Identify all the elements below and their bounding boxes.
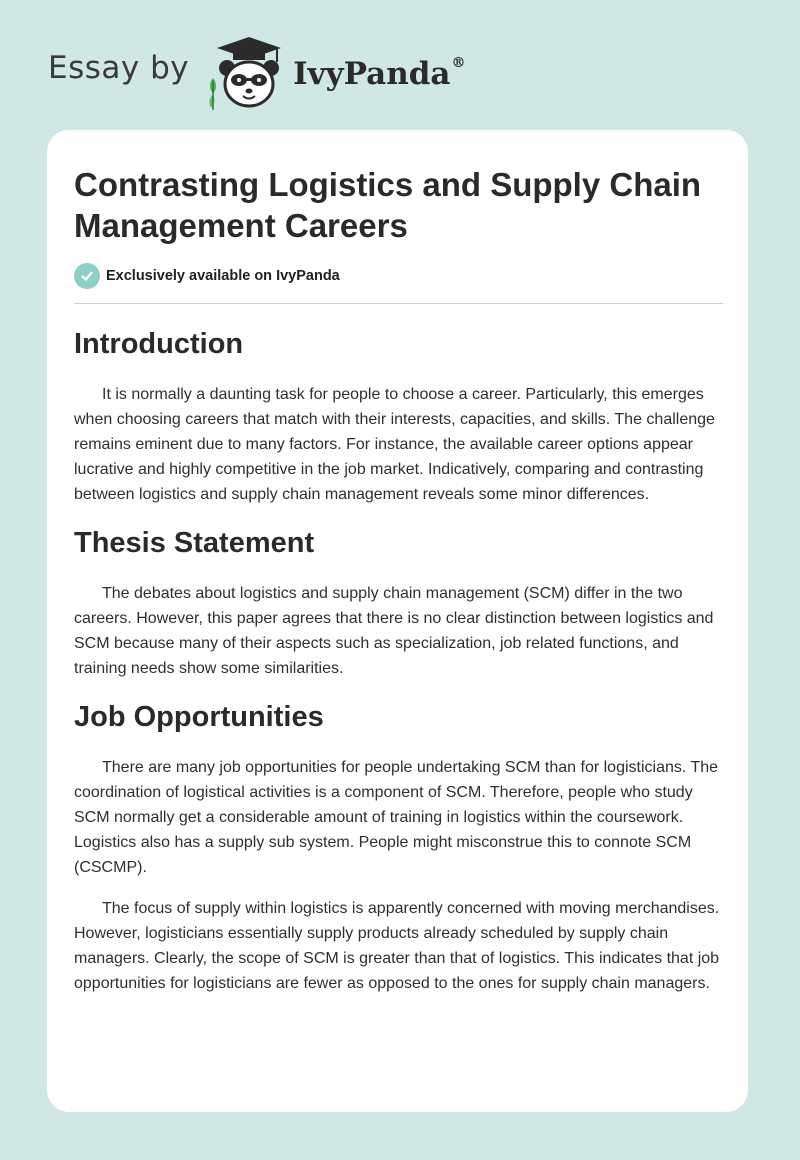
logo-brand-text: IvyPanda — [293, 56, 451, 92]
exclusive-badge — [74, 263, 340, 289]
logo-brand — [293, 56, 465, 92]
paragraph: There are many job opportunities for people undertaking SCM than for logisticians. The coordination of logistical activities is a component of SCM. Therefore, people who study SCM normally get a considerable amount of training in logistics within the coursework. Logistics also has a supply sub system. People might misconstrue this to connote SCM (CSCMP). — [74, 759, 719, 876]
check-icon — [74, 263, 100, 289]
section-heading: Job Opportunities — [74, 701, 324, 733]
section-job-opportunities — [74, 697, 724, 996]
section-heading: Introduction — [74, 328, 244, 360]
essay-content — [74, 324, 724, 996]
registered-mark: ® — [451, 54, 466, 71]
badge-text: Exclusively available on IvyPanda — [106, 268, 340, 284]
section-thesis-statement — [74, 523, 724, 681]
panda-mascot-icon — [203, 34, 287, 110]
logo-prefix: Essay by — [48, 50, 190, 86]
paragraph: The debates about logistics and supply chain management (SCM) differ in the two careers. However, this paper agrees that there is no clear distinction between logistics and SCM because many of their aspects such as specialization, job related functions, and training needs show some similarities. — [74, 585, 714, 677]
divider — [74, 303, 723, 304]
paragraph: The focus of supply within logistics is apparently concerned with moving merchandises. However, logisticians essentially supply products already scheduled by supply chain managers. Clearly, the scope of SCM is greater than that of logistics. This indicates that job opportunities for logisticians are fewer as opposed to the ones for supply chain managers. — [74, 900, 720, 992]
paragraph: It is normally a daunting task for people to choose a career. Particularly, this emerges when choosing careers that match with their interests, capacities, and skills. The challenge remains eminent due to many factors. For instance, the available career options appear lucrative and highly competitive in the job market. Indicatively, comparing and contrasting between logistics and supply chain management reveals some minor differences. — [74, 386, 715, 503]
essay-card — [47, 130, 748, 1112]
essay-title: Contrasting Logistics and Supply Chain Management Careers — [74, 166, 702, 244]
ivypanda-logo[interactable] — [48, 34, 466, 110]
site-header — [0, 0, 800, 120]
section-heading: Thesis Statement — [74, 527, 315, 559]
section-introduction — [74, 324, 724, 507]
